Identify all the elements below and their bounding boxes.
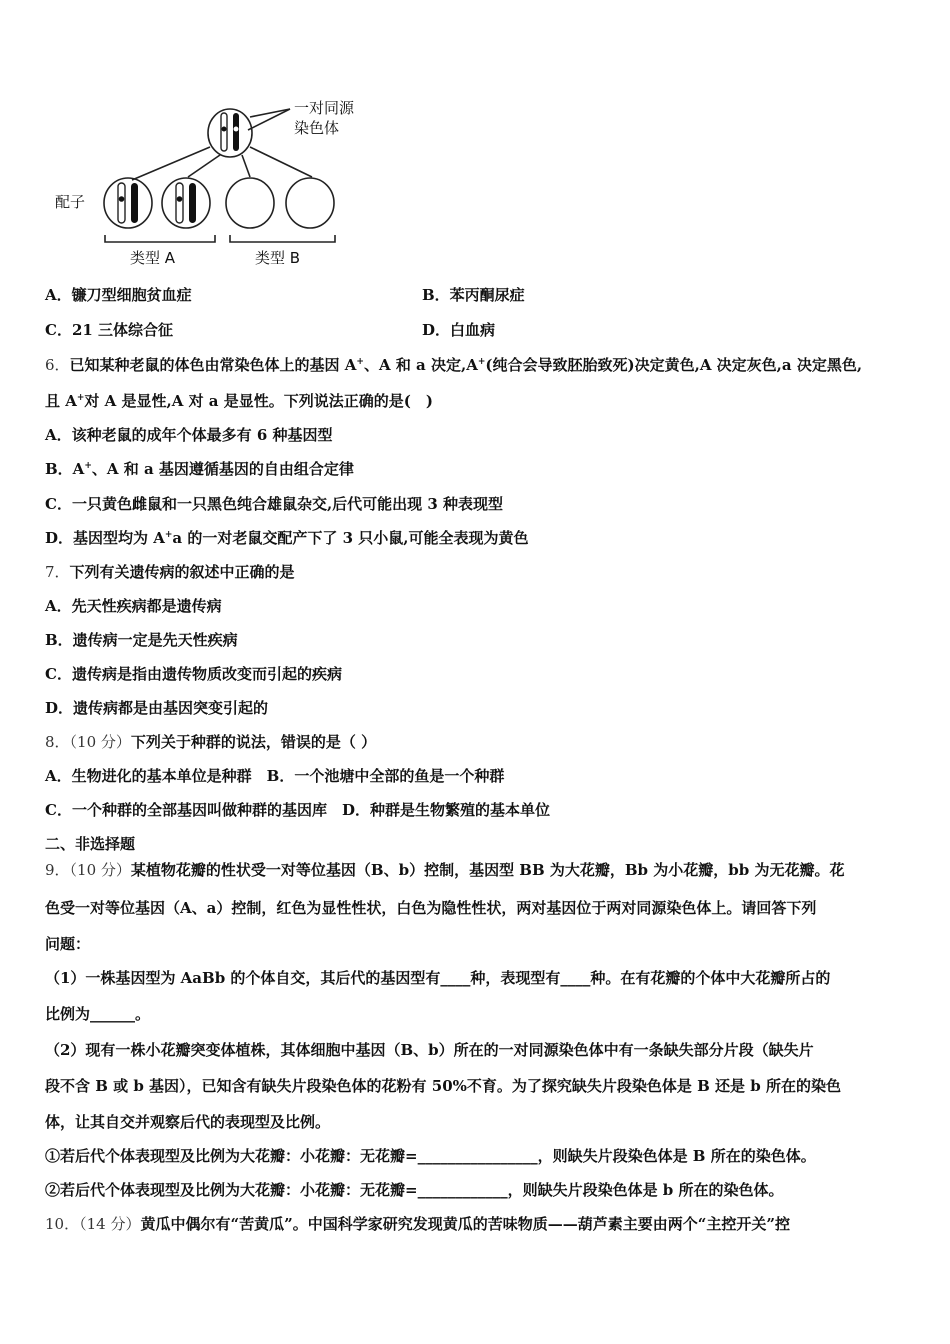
q9-part1-line2: 比例为______。 bbox=[45, 1005, 151, 1023]
q9-line1-text: 某植物花瓣的性状受一对等位基因（B、b）控制，基因型 BB 为大花瓣，Bb 为小花瓣，bb 为无花瓣。花 bbox=[130, 861, 845, 879]
q10-line1 bbox=[45, 1214, 910, 1234]
q6-stem-part: (纯合会导致胚胎致死)决定黄色,A 决定灰色,a 决定黑色, bbox=[485, 356, 863, 374]
q9-part2-line2: 段不含 B 或 b 基因），已知含有缺失片段染色体的花粉有 50%不育。为了探究缺失片段染色体是 B 还是 b 所在的染色 bbox=[45, 1077, 841, 1095]
parent-chromosomes bbox=[221, 113, 239, 151]
q10-number: 10．（14 分） bbox=[45, 1215, 141, 1233]
q7-option-c: C．遗传病是指由遗传物质改变而引起的疾病 bbox=[45, 665, 342, 683]
q6-stem-line2 bbox=[45, 391, 910, 411]
q5-option-d: D．白血病 bbox=[422, 321, 496, 339]
label-pair-line1: 一对同源 bbox=[294, 99, 355, 117]
q6-option-d-part: a 的一对老鼠交配产下了 3 只小鼠,可能全表现为黄色 bbox=[172, 529, 529, 547]
q7-option-b: B．遗传病一定是先天性疾病 bbox=[45, 631, 238, 649]
parent-cell bbox=[208, 109, 252, 157]
label-type-a: 类型 A bbox=[130, 249, 176, 267]
q9-sub1: ①若后代个体表现型及比例为大花瓣：小花瓣：无花瓣=________________，则缺失片段染色体是 B 所在的染色体。 bbox=[45, 1147, 816, 1165]
q9-part2-line1: （2）现有一株小花瓣突变体植株，其体细胞中基因（B、b）所在的一对同源染色体中有一条缺失部分片段（缺失片 bbox=[45, 1041, 814, 1059]
q6-option-c: C．一只黄色雌鼠和一只黑色纯合雄鼠杂交,后代可能出现 3 种表现型 bbox=[45, 495, 504, 513]
q6-stem-part: 、A 和 a 决定,A bbox=[363, 356, 478, 374]
chromosome-gamete-diagram bbox=[50, 95, 360, 275]
q7-number: 7． bbox=[45, 563, 70, 581]
gamete-cell-a2 bbox=[162, 178, 210, 228]
q6-number: 6． bbox=[45, 356, 70, 374]
q6-option-d-part: D．基因型均为 A bbox=[45, 529, 165, 547]
q9-part1-line1: （1）一株基因型为 AaBb 的个体自交，其后代的基因型有____种，表现型有____种。在有花瓣的个体中大花瓣所占的 bbox=[45, 969, 831, 987]
q7-option-d: D．遗传病都是由基因突变引起的 bbox=[45, 699, 269, 717]
q8-stem bbox=[45, 732, 910, 752]
q9-part2-line3: 体，让其自交并观察后代的表现型及比例。 bbox=[45, 1113, 331, 1131]
q6-option-d bbox=[45, 528, 910, 548]
q5-option-c: C．21 三体综合征 bbox=[45, 321, 174, 339]
q9-line2: 色受一对等位基因（A、a）控制，红色为显性性状，白色为隐性性状，两对基因位于两对同源染色体上。请回答下列 bbox=[45, 899, 817, 917]
label-type-b: 类型 B bbox=[255, 249, 301, 267]
gamete-cell-a1 bbox=[104, 178, 152, 228]
gamete-cell-b1 bbox=[226, 178, 274, 228]
q10-line1-text: 黄瓜中偶尔有“苦黄瓜”。中国科学家研究发现黄瓜的苦味物质——葫芦素主要由两个“主控开关”控 bbox=[140, 1215, 790, 1233]
label-gamete: 配子 bbox=[55, 193, 86, 211]
q8-options-cd: C．一个种群的全部基因叫做种群的基因库 D．种群是生物繁殖的基本单位 bbox=[45, 801, 550, 819]
q8-options-ab: A．生物进化的基本单位是种群 B．一个池塘中全部的鱼是一个种群 bbox=[45, 767, 505, 785]
q5-row-cd bbox=[45, 320, 910, 340]
q9-line1 bbox=[45, 860, 910, 880]
q8-number: 8．（10 分） bbox=[45, 733, 131, 751]
q5-option-b: B．苯丙酮尿症 bbox=[422, 286, 525, 304]
q8-stem-text: 下列关于种群的说法，错误的是（ ） bbox=[130, 733, 377, 751]
q9-number: 9．（10 分） bbox=[45, 861, 131, 879]
label-pair-line2: 染色体 bbox=[294, 119, 340, 137]
gamete-cell-b2 bbox=[286, 178, 334, 228]
superscript: + bbox=[164, 530, 173, 540]
q6-option-b-part: B．A bbox=[45, 460, 85, 478]
superscript: + bbox=[356, 357, 364, 367]
q6-option-b-part: 、A 和 a 基因遵循基因的自由组合定律 bbox=[91, 460, 354, 478]
q7-option-a: A．先天性疾病都是遗传病 bbox=[45, 597, 222, 615]
gamete-a1-chromosomes bbox=[118, 183, 138, 223]
q5-row-ab bbox=[45, 285, 910, 305]
q9-line3: 问题： bbox=[45, 935, 91, 953]
section-heading: 二、非选择题 bbox=[45, 835, 136, 853]
q6-stem-line1 bbox=[45, 355, 910, 375]
q6-option-b bbox=[45, 459, 910, 479]
q6-stem-part: 对 A 是显性,A 对 a 是显性。下列说法正确的是( ) bbox=[84, 392, 433, 410]
superscript: + bbox=[84, 461, 92, 471]
q7-stem-text: 下列有关遗传病的叙述中正确的是 bbox=[69, 563, 295, 581]
q6-stem-part: 且 A bbox=[45, 392, 77, 410]
superscript: + bbox=[76, 393, 85, 403]
q7-stem bbox=[45, 562, 910, 582]
q9-sub2: ②若后代个体表现型及比例为大花瓣：小花瓣：无花瓣=____________，则缺失片段染色体是 b 所在的染色体。 bbox=[45, 1181, 784, 1199]
q5-option-a: A．镰刀型细胞贫血症 bbox=[45, 286, 192, 304]
gamete-a2-chromosomes bbox=[176, 183, 196, 223]
q6-option-a: A．该种老鼠的成年个体最多有 6 种基因型 bbox=[45, 426, 333, 444]
q6-stem-part: 已知某种老鼠的体色由常染色体上的基因 A bbox=[69, 356, 357, 374]
superscript: + bbox=[477, 357, 486, 367]
